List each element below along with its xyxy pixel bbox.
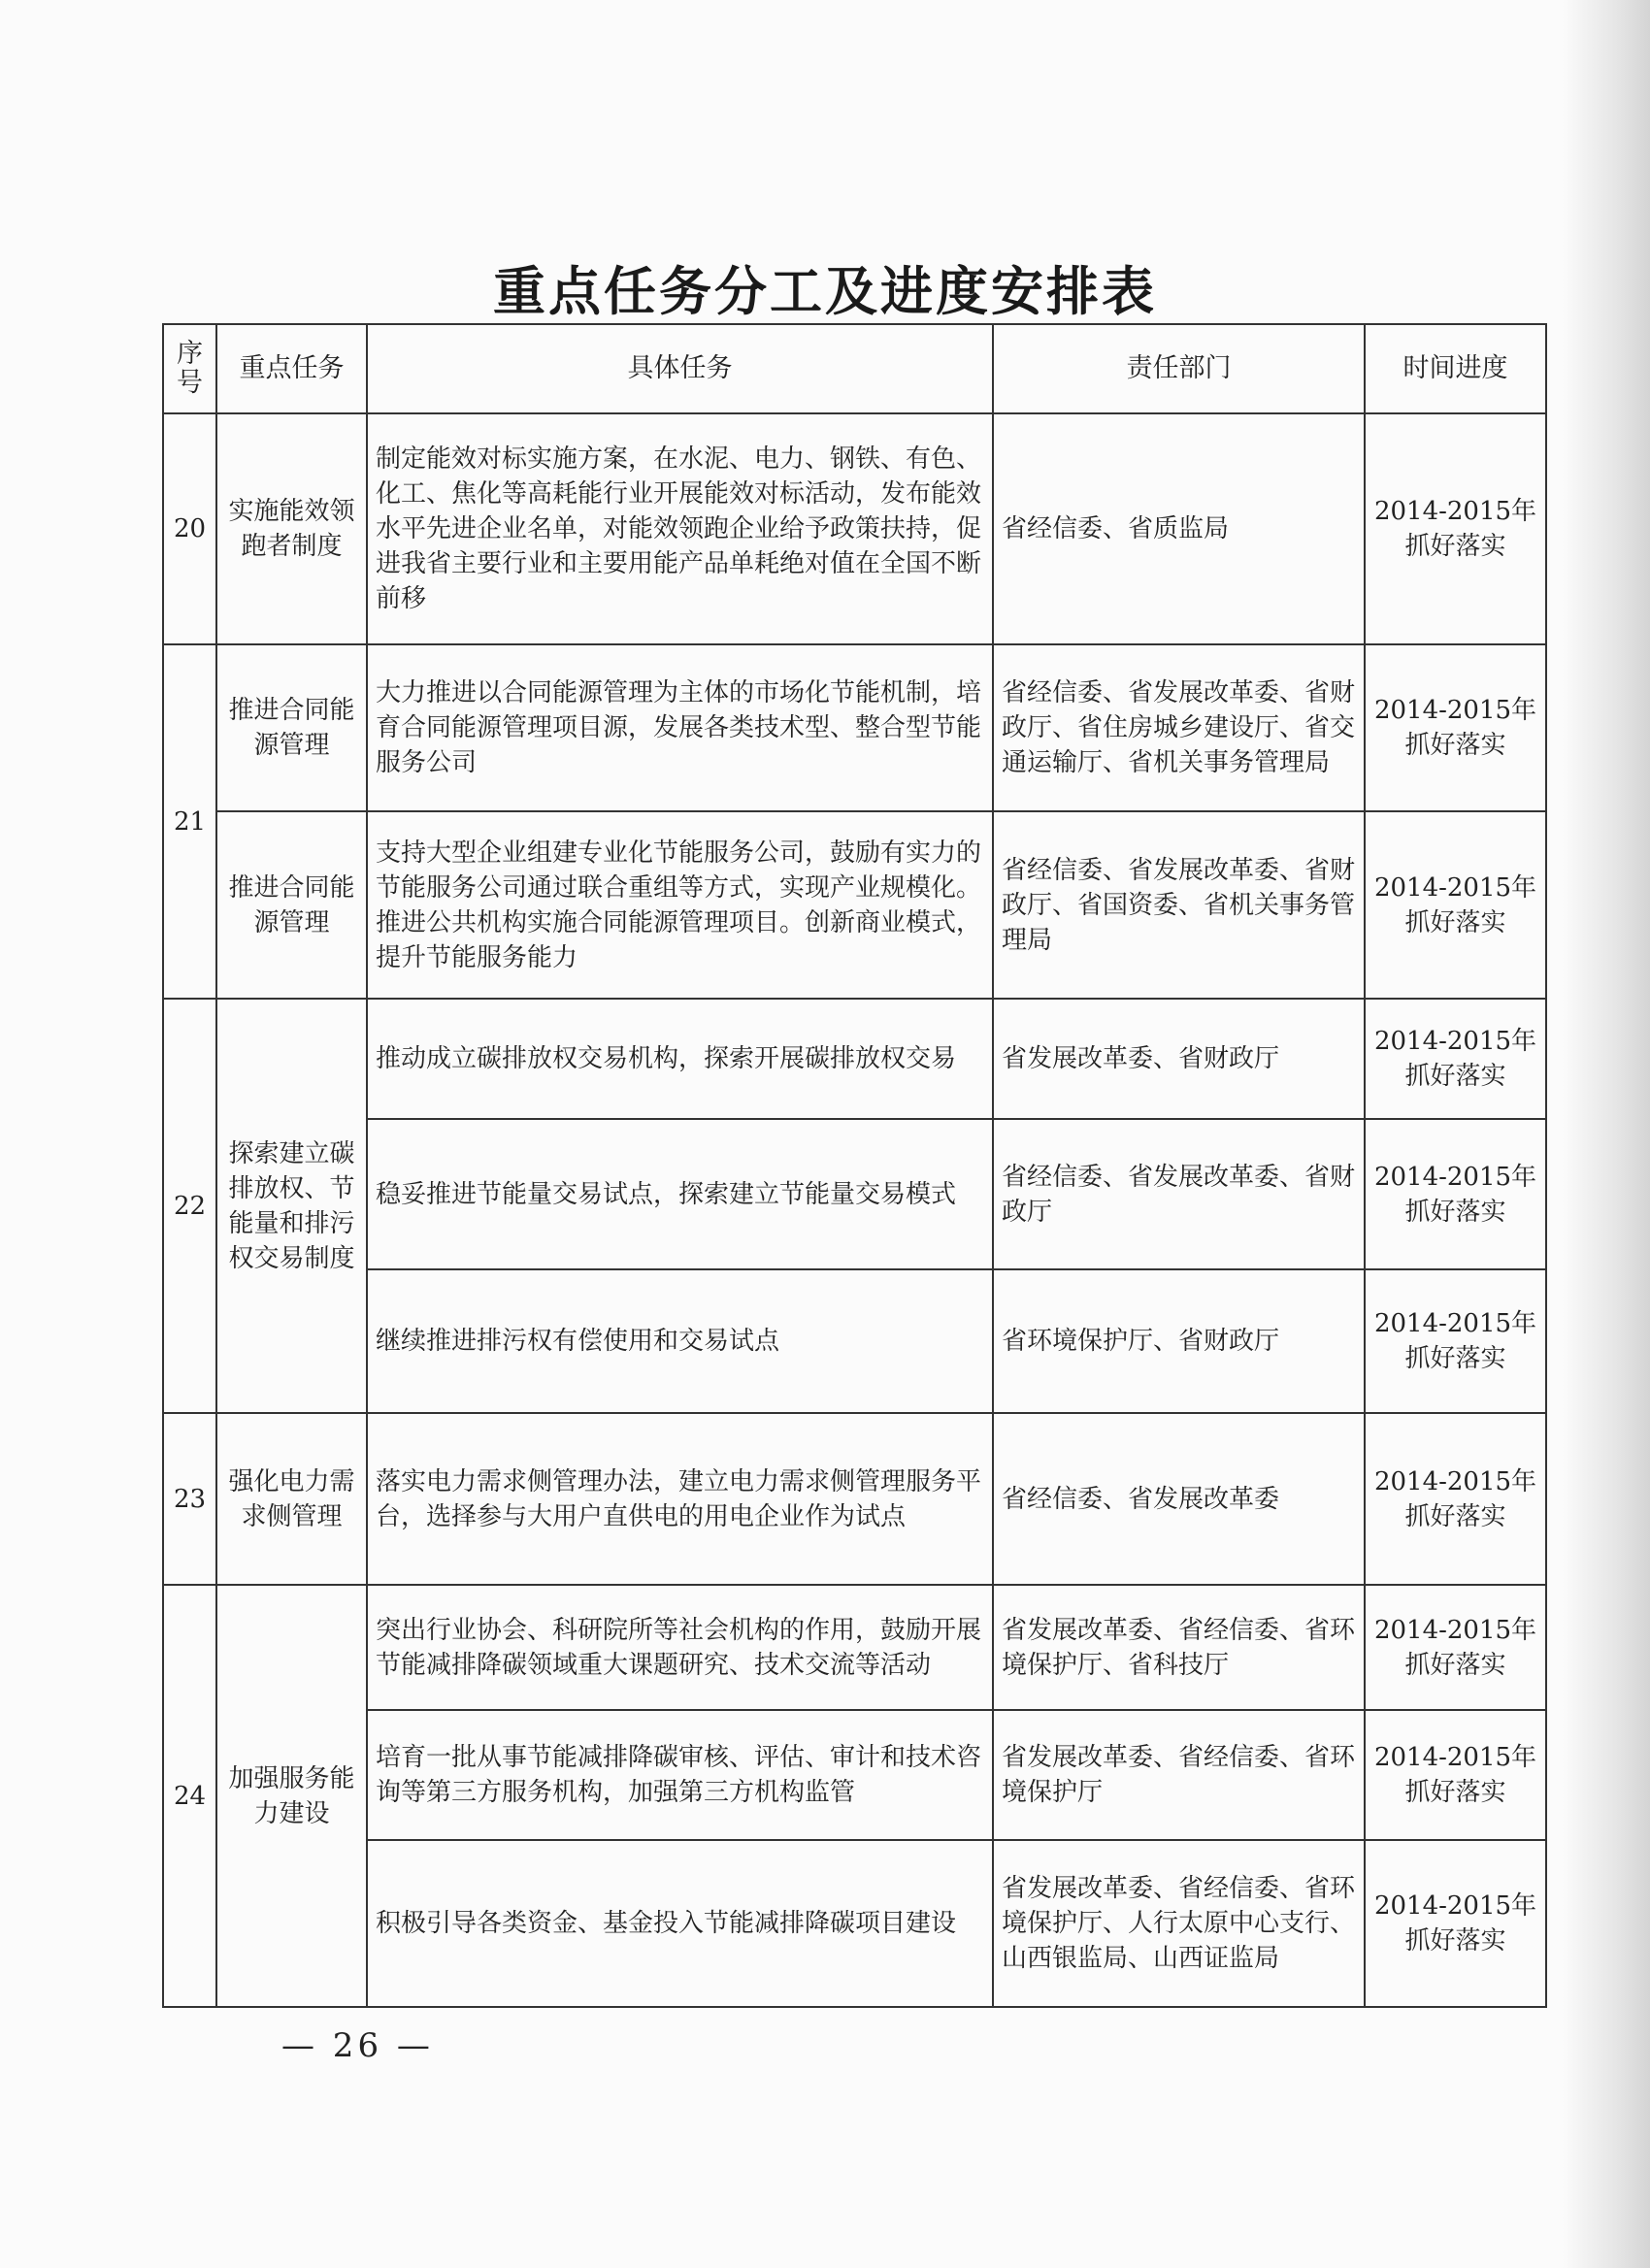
- table-row: [163, 1710, 1546, 1840]
- task-table: [162, 323, 1547, 2008]
- key-task: 推进合同能源管理: [216, 644, 367, 811]
- table-row: [163, 1413, 1546, 1585]
- key-task: 探索建立碳排放权、节能量和排污权交易制度: [216, 999, 367, 1413]
- responsible-dept: 省发展改革委、省经信委、省环境保护厅: [993, 1710, 1365, 1840]
- header-detail: 具体任务: [367, 324, 993, 413]
- table-row: [163, 811, 1546, 999]
- header-dept: 责任部门: [993, 324, 1365, 413]
- specific-task: 推动成立碳排放权交易机构，探索开展碳排放权交易: [367, 999, 993, 1119]
- header-task: 重点任务: [216, 324, 367, 413]
- schedule: 2014-2015年抓好落实: [1365, 811, 1546, 999]
- key-task: 实施能效领跑者制度: [216, 413, 367, 644]
- responsible-dept: 省经信委、省质监局: [993, 413, 1365, 644]
- row-number: 21: [163, 644, 216, 999]
- schedule: 2014-2015年抓好落实: [1365, 999, 1546, 1119]
- schedule: 2014-2015年抓好落实: [1365, 1840, 1546, 2007]
- responsible-dept: 省经信委、省发展改革委、省财政厅: [993, 1119, 1365, 1269]
- row-number: 23: [163, 1413, 216, 1585]
- key-task: 推进合同能源管理: [216, 811, 367, 999]
- specific-task: 支持大型企业组建专业化节能服务公司，鼓励有实力的节能服务公司通过联合重组等方式，实现产业规模化。推进公共机构实施合同能源管理项目。创新商业模式，提升节能服务能力: [367, 811, 993, 999]
- scan-shadow: [1563, 0, 1650, 2268]
- responsible-dept: 省发展改革委、省经信委、省环境保护厅、省科技厅: [993, 1585, 1365, 1710]
- header-no: 序号: [163, 324, 216, 413]
- schedule: 2014-2015年抓好落实: [1365, 1710, 1546, 1840]
- header-time: 时间进度: [1365, 324, 1546, 413]
- page-number: — 26 —: [281, 2026, 434, 2065]
- row-number: 24: [163, 1585, 216, 2007]
- table-row: [163, 1119, 1546, 1269]
- schedule: 2014-2015年抓好落实: [1365, 1119, 1546, 1269]
- specific-task: 大力推进以合同能源管理为主体的市场化节能机制，培育合同能源管理项目源，发展各类技术型、整合型节能服务公司: [367, 644, 993, 811]
- schedule: 2014-2015年抓好落实: [1365, 1269, 1546, 1413]
- specific-task: 落实电力需求侧管理办法，建立电力需求侧管理服务平台，选择参与大用户直供电的用电企业作为试点: [367, 1413, 993, 1585]
- responsible-dept: 省环境保护厅、省财政厅: [993, 1269, 1365, 1413]
- table-row: [163, 413, 1546, 644]
- table-row: [163, 1840, 1546, 2007]
- responsible-dept: 省经信委、省发展改革委: [993, 1413, 1365, 1585]
- responsible-dept: 省经信委、省发展改革委、省财政厅、省国资委、省机关事务管理局: [993, 811, 1365, 999]
- specific-task: 继续推进排污权有偿使用和交易试点: [367, 1269, 993, 1413]
- table-header-row: [163, 324, 1546, 413]
- responsible-dept: 省发展改革委、省经信委、省环境保护厅、人行太原中心支行、山西银监局、山西证监局: [993, 1840, 1365, 2007]
- table-row: [163, 644, 1546, 811]
- responsible-dept: 省经信委、省发展改革委、省财政厅、省住房城乡建设厅、省交通运输厅、省机关事务管理局: [993, 644, 1365, 811]
- row-number: 22: [163, 999, 216, 1413]
- specific-task: 稳妥推进节能量交易试点，探索建立节能量交易模式: [367, 1119, 993, 1269]
- specific-task: 制定能效对标实施方案，在水泥、电力、钢铁、有色、化工、焦化等高耗能行业开展能效对标活动，发布能效水平先进企业名单，对能效领跑企业给予政策扶持，促进我省主要行业和主要用能产品单耗绝对值在全国不断前移: [367, 413, 993, 644]
- responsible-dept: 省发展改革委、省财政厅: [993, 999, 1365, 1119]
- specific-task: 积极引导各类资金、基金投入节能减排降碳项目建设: [367, 1840, 993, 2007]
- key-task: 加强服务能力建设: [216, 1585, 367, 2007]
- specific-task: 培育一批从事节能减排降碳审核、评估、审计和技术咨询等第三方服务机构，加强第三方机构监管: [367, 1710, 993, 1840]
- table-row: [163, 999, 1546, 1119]
- schedule: 2014-2015年抓好落实: [1365, 1413, 1546, 1585]
- table-row: [163, 1585, 1546, 1710]
- key-task: 强化电力需求侧管理: [216, 1413, 367, 1585]
- specific-task: 突出行业协会、科研院所等社会机构的作用，鼓励开展节能减排降碳领域重大课题研究、技术交流等活动: [367, 1585, 993, 1710]
- page-title: 重点任务分工及进度安排表: [493, 260, 1157, 322]
- schedule: 2014-2015年抓好落实: [1365, 644, 1546, 811]
- schedule: 2014-2015年抓好落实: [1365, 413, 1546, 644]
- row-number: 20: [163, 413, 216, 644]
- table-row: [163, 1269, 1546, 1413]
- schedule: 2014-2015年抓好落实: [1365, 1585, 1546, 1710]
